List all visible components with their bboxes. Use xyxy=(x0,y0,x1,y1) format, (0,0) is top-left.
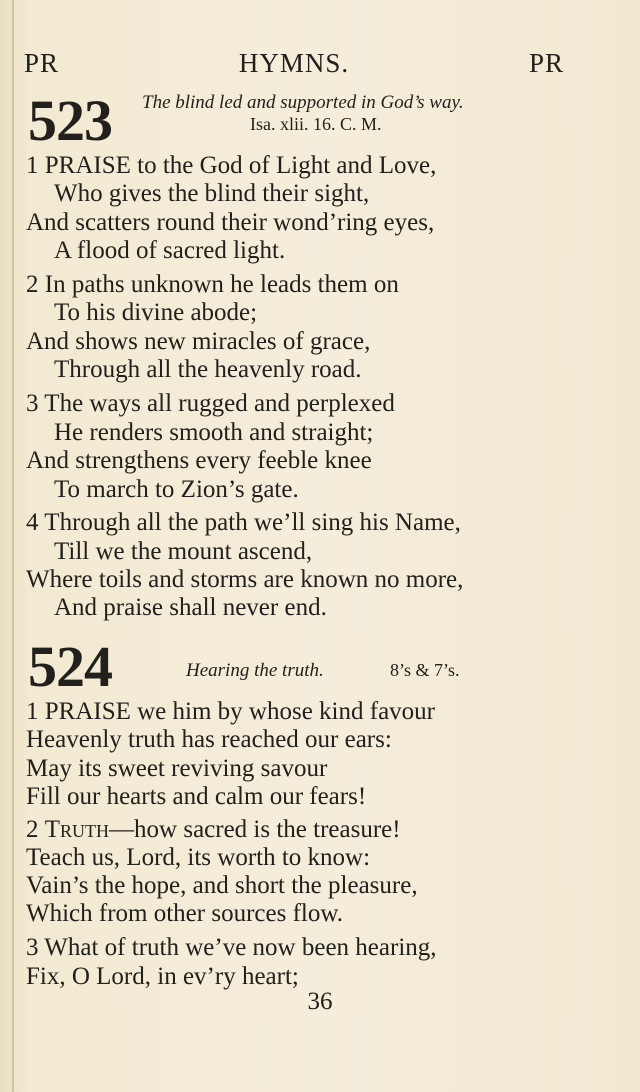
hymn-title: Hearing the truth. xyxy=(186,660,324,681)
hymn-line: To march to Zion’s gate. xyxy=(54,476,299,503)
hymn-line: 2 In paths unknown he leads them on xyxy=(26,271,399,298)
hymn-line: To his divine abode; xyxy=(54,299,258,326)
page-number: 36 xyxy=(307,988,333,1015)
hymn-number: 524 xyxy=(28,634,112,699)
hymn-line: Heavenly truth has reached our ears: xyxy=(26,726,392,753)
hymn-line: Where toils and storms are known no more, xyxy=(26,566,464,593)
hymn-line: 4 Through all the path we’ll sing his Name, xyxy=(26,509,461,536)
hymn-line: 1 PRAISE to the God of Light and Love, xyxy=(26,152,437,179)
verse-rest: —how sacred is the treasure! xyxy=(109,816,401,843)
header-right: PR xyxy=(528,48,564,78)
hymn-title: The blind led and supported in God’s way. xyxy=(142,92,464,113)
hymn-line: He renders smooth and straight; xyxy=(54,419,374,446)
hymn-line: 3 The ways all rugged and perplexed xyxy=(26,390,395,417)
hymn-line: And praise shall never end. xyxy=(54,594,327,621)
header-title: HYMNS. xyxy=(238,48,350,78)
hymn-line: And shows new miracles of grace, xyxy=(26,328,371,355)
hymn-line: Through all the heavenly road. xyxy=(54,356,362,383)
verse-smallcaps-word: Truth xyxy=(44,816,110,843)
hymn-line: Fill our hearts and calm our fears! xyxy=(26,783,367,810)
hymn-line: Teach us, Lord, its worth to know: xyxy=(26,844,371,871)
hymn-reference: Isa. xlii. 16. C. M. xyxy=(250,114,382,134)
hymn-line: A flood of sacred light. xyxy=(54,237,286,264)
hymn-line: Which from other sources flow. xyxy=(26,900,344,927)
hymn-line: Fix, O Lord, in ev’ry heart; xyxy=(26,963,299,990)
hymn-line: Vain’s the hope, and short the pleasure, xyxy=(26,872,418,899)
hymn-line: 3 What of truth we’ve now been hearing, xyxy=(26,934,437,961)
hymn-line: Who gives the blind their sight, xyxy=(54,180,370,207)
hymn-line: Till we the mount ascend, xyxy=(54,538,313,565)
hymn-line: 1 PRAISE we him by whose kind favour xyxy=(26,698,435,725)
hymn-line xyxy=(26,816,401,844)
hymn-line: And scatters round their wond’ring eyes, xyxy=(26,209,435,236)
hymn-number: 523 xyxy=(28,88,112,153)
verse-number: 2 xyxy=(26,816,45,843)
running-header xyxy=(24,48,564,82)
hymn-reference: 8’s & 7’s. xyxy=(390,660,460,680)
hymn-line: May its sweet reviving savour xyxy=(26,755,328,782)
header-left: PR xyxy=(24,48,60,78)
hymn-line: And strengthens every feeble knee xyxy=(26,447,372,474)
binding-gutter xyxy=(12,0,14,1092)
